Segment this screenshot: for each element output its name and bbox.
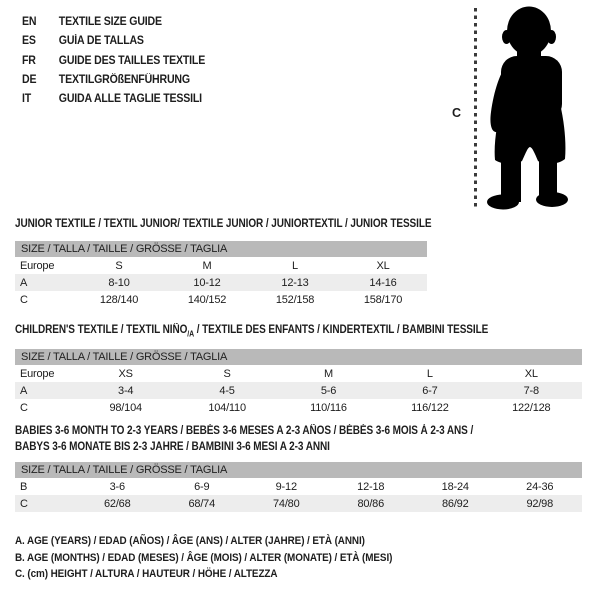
cell-value: 98/104 xyxy=(109,401,142,414)
section-title-text: / TEXTILE DES ENFANTS / KINDERTEXTIL / BAMBINI TESSILE xyxy=(194,324,489,336)
cell-value: 92/98 xyxy=(498,495,583,512)
cell-value: XL xyxy=(524,367,538,380)
cell-value: 5-6 xyxy=(278,382,379,399)
section-title-text: JUNIOR TEXTILE / TEXTIL JUNIOR/ TEXTILE JUNIOR / JUNIORTEXTIL / JUNIOR TESSILE xyxy=(15,218,432,230)
cell-value: 9-12 xyxy=(275,480,297,493)
language-row xyxy=(22,32,205,51)
footnote-line: B. AGE (MONTHS) / EDAD (MESES) / ÂGE (MOIS) / ALTER (MONATE) / ETÀ (MESI) xyxy=(15,551,393,564)
table-row xyxy=(15,382,582,399)
language-code: FR xyxy=(22,54,36,67)
size-header-row xyxy=(15,241,427,257)
language-code: EN xyxy=(22,16,37,28)
row-label: B xyxy=(20,480,28,493)
language-code: IT xyxy=(22,93,32,106)
section-title-line xyxy=(15,322,508,342)
cell-value: XS xyxy=(118,367,133,380)
cell-value: XL xyxy=(376,259,390,272)
cell-value: S xyxy=(223,367,231,380)
cell-value: 116/122 xyxy=(411,401,449,414)
language-title: TEXTILGRÖßENFÜHRUNG xyxy=(58,73,190,86)
height-measure-label: C xyxy=(452,106,462,120)
row-label: C xyxy=(15,495,75,512)
size-header-row xyxy=(15,349,582,365)
cell-value: 6-9 xyxy=(194,480,210,493)
cell-value: 74/80 xyxy=(244,495,329,512)
cell-value: 24-36 xyxy=(526,480,554,493)
cell-value: 86/92 xyxy=(413,495,498,512)
cell-value: 10-12 xyxy=(163,274,251,291)
cell-value: 3-4 xyxy=(75,382,176,399)
size-table xyxy=(15,241,427,308)
section-title-text: BABYS 3-6 MONATE BIS 2-3 JAHRE / BAMBINI 3-6 MESI A 2-3 ANNI xyxy=(15,441,330,453)
childrens-textile-section xyxy=(15,322,582,416)
section-title-text: CHILDREN'S TEXTILE / TEXTIL NIÑO xyxy=(15,324,188,336)
cell-value: 12-13 xyxy=(251,274,339,291)
section-title-line xyxy=(15,439,508,455)
table-row xyxy=(15,495,582,512)
row-label: A xyxy=(15,274,75,291)
footnote-line: C. (cm) HEIGHT / ALTURA / HAUTEUR / HÖHE / ALTEZZA xyxy=(15,568,278,581)
size-header-label: SIZE / TALLA / TAILLE / GRÖSSE / TAGLIA xyxy=(15,462,582,478)
cell-value: 68/74 xyxy=(160,495,245,512)
cell-value: 128/140 xyxy=(99,293,139,306)
cell-value: 80/86 xyxy=(329,495,414,512)
cell-value: 4-5 xyxy=(176,382,277,399)
cell-value: 12-18 xyxy=(357,480,385,493)
cell-value: 158/170 xyxy=(363,293,403,306)
cell-value: L xyxy=(292,259,298,272)
language-row xyxy=(22,13,205,32)
size-table xyxy=(15,462,582,512)
language-title: TEXTILE SIZE GUIDE xyxy=(58,16,162,28)
size-header-label: SIZE / TALLA / TAILLE / GRÖSSE / TAGLIA xyxy=(15,349,582,365)
language-code: ES xyxy=(22,35,36,48)
section-title-line xyxy=(15,423,508,439)
size-header-row xyxy=(15,462,582,478)
row-label: C xyxy=(20,401,28,414)
table-row xyxy=(15,291,427,308)
table-row xyxy=(15,365,582,382)
section-title xyxy=(15,216,432,232)
cell-value: 18-24 xyxy=(441,480,469,493)
size-header-label: SIZE / TALLA / TAILLE / GRÖSSE / TAGLIA xyxy=(15,241,427,257)
cell-value: M xyxy=(202,259,212,272)
table-row xyxy=(15,274,427,291)
language-title: GUÍA DE TALLAS xyxy=(58,35,144,48)
cell-value: 110/116 xyxy=(310,401,347,414)
language-title: GUIDA ALLE TAGLIE TESSILI xyxy=(58,93,202,106)
cell-value: 6-7 xyxy=(379,382,480,399)
footnote-legend xyxy=(15,533,434,583)
cell-value: 3-6 xyxy=(109,480,125,493)
section-title-text: BABIES 3-6 MONTH TO 2-3 YEARS / BEBÉS 3-6 MESES A 2-3 AÑOS / BÉBÉS 3-6 MOIS À 2-3 ANS / xyxy=(15,425,474,437)
language-title-list xyxy=(22,13,221,109)
height-measure-dashed-line xyxy=(474,8,477,207)
cell-value: L xyxy=(426,367,433,380)
cell-value: 8-10 xyxy=(75,274,163,291)
section-title-line xyxy=(15,216,432,232)
language-row xyxy=(22,71,205,90)
cell-value: 7-8 xyxy=(481,382,582,399)
row-label: Europe xyxy=(20,259,55,272)
size-table xyxy=(15,349,582,416)
toddler-silhouette-icon xyxy=(480,4,572,210)
section-title xyxy=(15,322,508,342)
footnote-line: A. AGE (YEARS) / EDAD (AÑOS) / ÂGE (ANS) / ALTER (JAHRE) / ETÀ (ANNI) xyxy=(15,535,365,547)
cell-value: 140/152 xyxy=(187,293,227,306)
table-row xyxy=(15,399,582,416)
table-row xyxy=(15,478,582,495)
row-label: A xyxy=(15,382,75,399)
row-label: C xyxy=(20,293,28,306)
junior-textile-section xyxy=(15,216,432,308)
cell-value: 14-16 xyxy=(339,274,427,291)
language-row xyxy=(22,52,205,71)
babies-textile-section xyxy=(15,423,582,512)
row-label: Europe xyxy=(20,367,55,380)
cell-value: S xyxy=(115,259,123,272)
cell-value: 122/128 xyxy=(512,401,551,414)
language-code: DE xyxy=(22,73,37,86)
cell-value: 104/110 xyxy=(208,401,246,414)
cell-value: M xyxy=(323,367,333,380)
language-title: GUIDE DES TAILLES TEXTILE xyxy=(58,54,206,67)
language-row xyxy=(22,90,205,109)
cell-value: 152/158 xyxy=(275,293,315,306)
section-title-text: /A xyxy=(187,329,195,339)
section-title xyxy=(15,423,508,455)
cell-value: 62/68 xyxy=(75,495,160,512)
table-row xyxy=(15,257,427,274)
